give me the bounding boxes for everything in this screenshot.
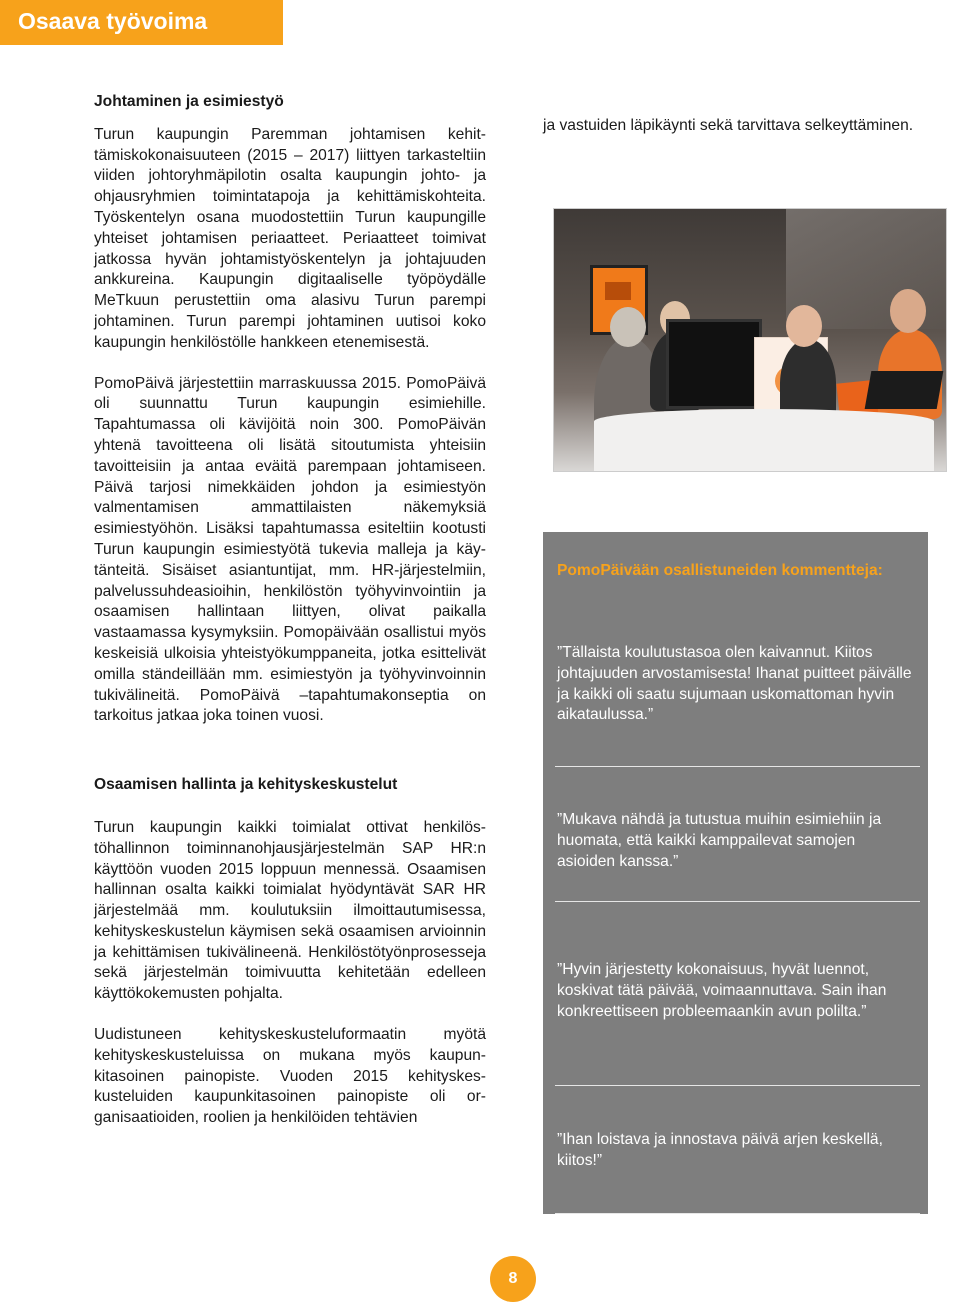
quote-divider [555, 901, 920, 902]
quote-divider [555, 766, 920, 767]
paragraph-pomopaiva: PomoPäivä järjestettiin marraskuussa 2015. PomoPäivä oli suunnattu Turun kaupungin esimiehille. Tapahtumassa oli kävijöitä noin 300. PomoPäivän yhtenä tavoitteena oli lisätä sitoutumista yhteisiin tavoitteisiin ja antaa eväitä parempaan johtamiseen. Päivä tarjosi nimekkäiden johdon ja esimiestyön valmentamisen ammattilaisten näkemyksiä esimiestyöhön. Lisäksi tapahtumassa esiteltiin kootusti Turun kaupungin esimiestyötä tukevia malleja ja käytänteitä. Sisäiset asiantuntijat, mm. HR-järjestelmiin, palvelussuhdeasioihin, henkilöstön työhyvinvointiin ja osaamisen hallintaan liittyen, olivat paikalla vastaamassa kysymyksiin. Pomopäivään osallistui myös keskeisiä ulkoisia yhteistyökumppaneita, jotka esittelivät omilla ständeillään mm. esimiestyön ja työhyvinvoinnin tukivälineitä. PomoPäivä –tapahtumakonseptia on tarkoitus jatkaa joka toinen vuosi. [94, 374, 486, 725]
section-heading-competence: Osaamisen hallinta ja kehityskeskustelut [94, 776, 398, 794]
quote-4: ”Ihan loistava ja innostava päivä arjen keskellä, kiitos!” [557, 1131, 883, 1169]
page-title: Osaava työvoima [18, 8, 208, 34]
quotes-heading: PomoPäivään osallistuneiden kommentteja: [557, 562, 883, 579]
photo-table [594, 409, 934, 471]
page-number: 8 [508, 1270, 518, 1287]
quote-3: ”Hyvin järjestetty kokonaisuus, hyvät luennot, koskivat tätä päivää, voimaannuttava. Sain ihan konkreettiseen probleemaankin avun polilta.” [557, 961, 887, 1020]
paragraph-sap-hr: Turun kaupungin kaikki toimialat ottivat henkilöstöhallinnon toiminnanohjausjärjestelmän SAP HR:n käyttöön vuoden 2015 loppuun mennessä. Osaamisen hallinnan osalta kaikki toimialat hyödyntävät SAR HR järjestelmää mm. koulutuksiin ilmoittautumisessa, kehityskeskustelun käymisen sekä osaamisen arvioinnin ja kehittämisen tukivälineenä. Henkilöstötyönprosesseja sekä järjestelmän toimivuutta kehitetään edelleen käyttökokemusten pohjalta. [94, 818, 486, 1003]
paragraph-continuation: ja vastuiden läpikäynti sekä tarvittava selkeyttäminen. [543, 117, 914, 134]
photo-person-1-head [610, 307, 646, 347]
section-heading-leadership: Johtaminen ja esimiestyö [94, 93, 284, 110]
photo-person-4-head [890, 289, 926, 333]
quote-1: ”Tällaista koulutustasoa olen kaivannut. Kiitos johtajuuden arvostamisesta! Ihanat puitteet päivälle ja kaikki oli saatu sujumaan uskomattoman hyvin aikataulussa.” [557, 644, 912, 724]
quote-divider [555, 1085, 920, 1086]
paragraph-leadership-intro: Turun kaupungin Paremman johtamisen kehittämiskokonaisuuteen (2015 – 2017) liittyen tarkasteltiin viiden johtoryhmäpilotin osalta kaupungin johto- ja ohjausryhmien toimintatapoja ja kehittämiskohteita. Työskentelyn osana muodostettiin Turun kaupungille yhteiset johtamisen periaatteet. Periaatteet toimivat jatkossa hyvän johtamistyöskentelyn ja johtajuuden ankkureina. Kaupungin digitaaliselle työpöydälle MeTkuun perustettiin oma alasivu Turun parempi johtaminen. Turun parempi johtaminen uutisoi koko kaupungin henkilöstölle hankkeen etenemisestä. [94, 125, 486, 351]
photo-person-3-head [786, 305, 822, 347]
header-bar [0, 0, 283, 45]
quote-divider [555, 1213, 920, 1214]
left-column [94, 92, 486, 1129]
photo-laptop [865, 371, 944, 409]
page-number-badge [490, 1256, 536, 1302]
quote-2: ”Mukava nähdä ja tutustua muihin esimiehiin ja huomata, että kaikki kamppailevat samojen asioiden kanssa.” [557, 811, 882, 870]
photo-monitor [666, 319, 762, 409]
event-photo [553, 208, 947, 472]
paragraph-development-discussions: Uudistuneen kehityskeskusteluformaatin myötä kehityskeskusteluissa on mukana myös kaupunkitasoinen painopiste. Vuoden 2015 kehityskeskusteluiden kaupunkitasoinen painopiste oli organisaatioiden, roolien ja henkilöiden tehtävien [94, 1026, 486, 1127]
quotes-box [543, 532, 928, 1214]
